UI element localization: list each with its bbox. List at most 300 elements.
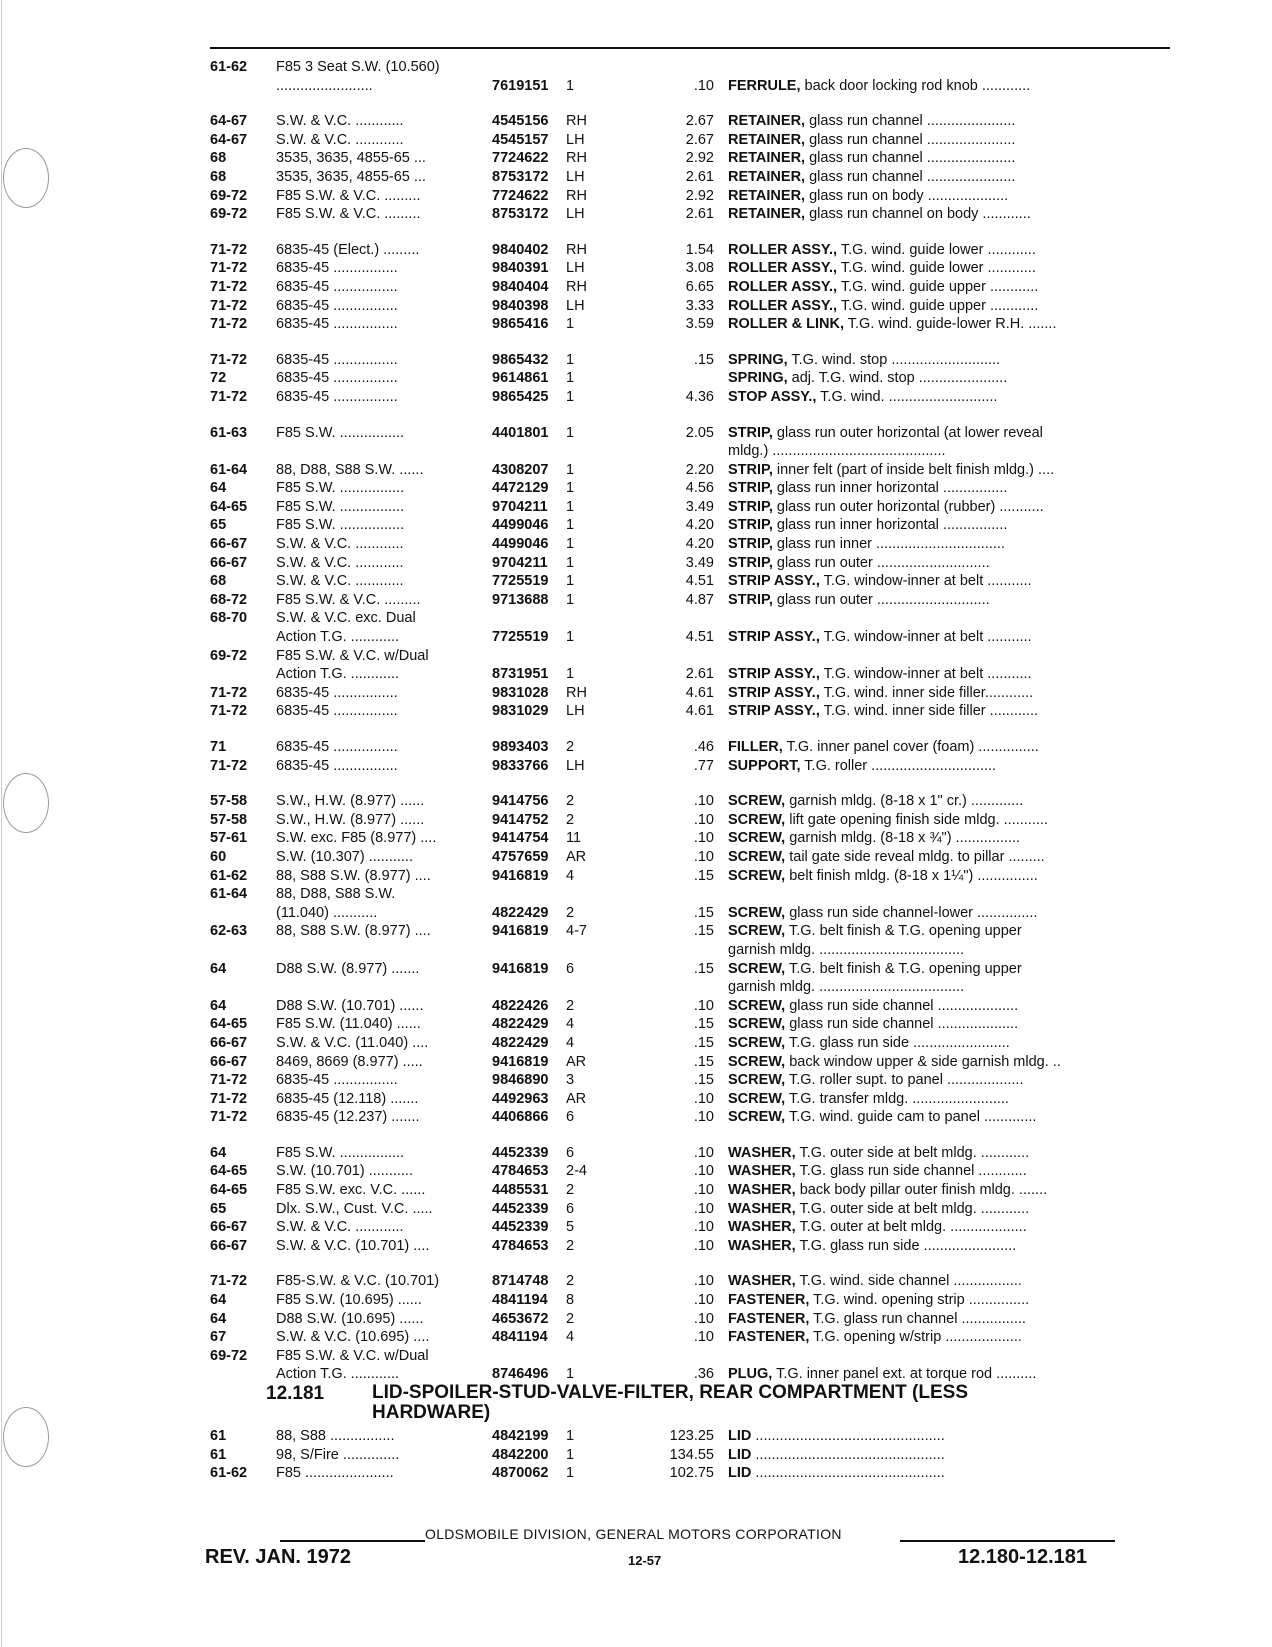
description-cell — [728, 1071, 1024, 1090]
part-row — [210, 1034, 1170, 1053]
price-cell: 4.51 — [685, 573, 714, 590]
price-cell: .15 — [693, 1034, 714, 1051]
part-name: SPRING, — [728, 370, 788, 387]
model-cell: 6835-45 ................ — [276, 388, 398, 405]
model-cell: 6835-45 ................ — [276, 757, 398, 774]
part-description: back window upper & side garnish mldg. .. — [789, 1053, 1061, 1070]
part-number-cell: 9840391 — [492, 260, 549, 277]
part-name: STRIP ASSY., — [728, 703, 820, 720]
description-cell — [728, 1144, 1029, 1163]
quantity-cell: 11 — [566, 830, 582, 847]
part-description: back door locking rod knob ............ — [804, 77, 1031, 94]
quantity-cell: 6 — [566, 1109, 575, 1126]
part-name: STRIP, — [728, 498, 773, 515]
part-name: ROLLER & LINK, — [728, 316, 844, 333]
year-cell: 71-72 — [210, 241, 248, 258]
description-cell — [728, 922, 1022, 941]
footer-rule — [280, 1540, 425, 1542]
part-number-cell: 9840404 — [492, 278, 549, 295]
year-cell: 66-67 — [210, 554, 248, 571]
price-cell: .15 — [693, 1016, 714, 1033]
part-row — [210, 647, 1170, 666]
price-cell: .15 — [693, 351, 714, 368]
description-cell — [728, 1464, 945, 1483]
part-description: T.G. outer side at belt mldg. ............ — [799, 1144, 1030, 1161]
part-number-cell: 9414752 — [492, 811, 549, 828]
price-cell: 4.56 — [685, 480, 714, 497]
year-cell: 66-67 — [210, 1219, 248, 1236]
price-cell: 2.05 — [685, 424, 714, 441]
part-number-cell: 9416819 — [492, 1053, 549, 1070]
part-description: T.G. outer side at belt mldg. ............ — [799, 1200, 1030, 1217]
model-cell: F85 S.W. ................ — [276, 424, 405, 441]
part-number-cell: 4485531 — [492, 1182, 549, 1199]
part-number-cell: 9840398 — [492, 297, 549, 314]
description-cell — [728, 1181, 1047, 1200]
quantity-cell: 2 — [566, 904, 575, 921]
price-cell: .10 — [693, 1182, 714, 1199]
part-name: STRIP, — [728, 591, 773, 608]
quantity-cell: 1 — [566, 536, 575, 553]
part-row — [210, 1181, 1170, 1200]
model-cell: S.W. & V.C. ............ — [276, 573, 404, 590]
part-name: FASTENER, — [728, 1329, 810, 1346]
part-name: SCREW, — [728, 1053, 786, 1070]
model-cell: S.W. exc. F85 (8.977) .... — [276, 830, 437, 847]
part-number-cell: 9865416 — [492, 316, 549, 333]
model-cell: 6835-45 ................ — [276, 297, 398, 314]
year-cell: 71-72 — [210, 316, 248, 333]
year-cell: 68-70 — [210, 610, 248, 627]
part-number-cell: 4401801 — [492, 424, 549, 441]
part-row — [210, 58, 1170, 77]
model-cell: 88, D88, S88 S.W. ...... — [276, 461, 424, 478]
part-name: SCREW, — [728, 867, 786, 884]
quantity-cell: 2 — [566, 997, 575, 1014]
price-cell: .10 — [693, 1163, 714, 1180]
model-cell: 98, S/Fire .............. — [276, 1446, 400, 1463]
part-row — [210, 591, 1170, 610]
part-name: ROLLER ASSY., — [728, 278, 838, 295]
description-cell — [728, 1328, 1022, 1347]
part-row — [210, 1053, 1170, 1072]
part-row — [210, 1015, 1170, 1034]
part-description: glass run side channel .................... — [789, 997, 1019, 1014]
model-cell: F85 S.W. exc. V.C. ...... — [276, 1182, 426, 1199]
quantity-cell: 4 — [566, 1016, 575, 1033]
description-cell — [728, 628, 1032, 647]
part-row — [210, 1071, 1170, 1090]
part-name: SCREW, — [728, 1090, 786, 1107]
part-description: glass run channel on body ............ — [809, 206, 1031, 223]
part-description: T.G. window-inner at belt ........... — [823, 666, 1032, 683]
quantity-cell: 2 — [566, 739, 575, 755]
price-cell: .15 — [693, 1072, 714, 1089]
part-row — [210, 351, 1170, 370]
model-cell: Action T.G. ............ — [276, 629, 400, 646]
price-cell: 2.20 — [685, 461, 714, 478]
price-cell: 102.75 — [669, 1465, 714, 1482]
year-cell: 71 — [210, 739, 227, 755]
footer-corporation: OLDSMOBILE DIVISION, GENERAL MOTORS CORPORATION — [425, 1526, 842, 1542]
part-row — [210, 1328, 1170, 1347]
part-row — [210, 1272, 1170, 1291]
year-cell: 71-72 — [210, 1072, 248, 1089]
part-number-cell: 8714748 — [492, 1273, 549, 1290]
part-row — [210, 516, 1170, 535]
part-description: ............................................... — [755, 1465, 945, 1482]
part-description: garnish mldg. .................................... — [728, 941, 965, 958]
part-number-cell: 9833766 — [492, 757, 549, 774]
description-cell — [728, 1162, 1027, 1181]
quantity-cell: 6 — [566, 960, 575, 977]
year-cell: 64-65 — [210, 1016, 248, 1033]
part-description: garnish mldg. (8-18 x ¾") ................ — [789, 830, 1021, 847]
price-cell: 3.08 — [685, 260, 714, 277]
part-row — [210, 1200, 1170, 1219]
part-description: glass run outer ............................ — [776, 591, 990, 608]
part-row — [210, 278, 1170, 297]
part-number-cell: 7619151 — [492, 77, 549, 94]
description-cell — [728, 297, 1038, 316]
quantity-cell: 1 — [566, 629, 575, 646]
part-row — [210, 960, 1170, 979]
year-cell: 64 — [210, 997, 227, 1014]
part-description: T.G. wind. stop ........................... — [791, 351, 1001, 368]
description-cell — [728, 1237, 1016, 1256]
part-row — [210, 904, 1170, 923]
part-name: FILLER, — [728, 739, 783, 755]
part-description: T.G. inner panel cover (foam) ............... — [786, 739, 1039, 755]
quantity-cell: LH — [566, 297, 585, 314]
model-cell: 6835-45 (12.118) ....... — [276, 1090, 419, 1107]
description-cell — [728, 978, 964, 997]
model-cell: S.W., H.W. (8.977) ...... — [276, 811, 425, 828]
year-cell: 64-67 — [210, 131, 248, 148]
part-number-cell: 4406866 — [492, 1109, 549, 1126]
model-cell: S.W. & V.C. (10.701) .... — [276, 1237, 430, 1254]
part-number-cell: 9831029 — [492, 703, 549, 720]
model-cell: Dlx. S.W., Cust. V.C. ..... — [276, 1200, 433, 1217]
part-description: T.G. belt finish & T.G. opening upper — [788, 960, 1022, 977]
model-cell: F85 S.W. ................ — [276, 1144, 405, 1161]
part-name: STRIP ASSY., — [728, 629, 820, 646]
part-description: mldg.) ........................................... — [728, 443, 946, 460]
model-cell: 6835-45 ................ — [276, 1072, 398, 1089]
part-name: RETAINER, — [728, 131, 806, 148]
quantity-cell: RH — [566, 187, 587, 204]
part-description: T.G. belt finish & T.G. opening upper — [788, 923, 1022, 940]
part-number-cell: 4822429 — [492, 1034, 549, 1051]
description-cell — [728, 757, 996, 776]
part-row — [210, 297, 1170, 316]
model-cell: 6835-45 ................ — [276, 278, 398, 295]
description-cell — [728, 684, 1033, 703]
part-name: RETAINER, — [728, 187, 806, 204]
part-row — [210, 1090, 1170, 1109]
footer-revision: REV. JAN. 1972 — [205, 1546, 352, 1568]
part-name: SCREW, — [728, 1034, 786, 1051]
part-description: T.G. wind. guide cam to panel ............. — [788, 1109, 1037, 1126]
quantity-cell: 1 — [566, 461, 575, 478]
description-cell — [728, 848, 1045, 867]
description-cell — [728, 278, 1038, 297]
footer-section-range: 12.180-12.181 — [958, 1546, 1088, 1568]
year-cell: 64 — [210, 960, 227, 977]
year-cell: 61 — [210, 1428, 227, 1444]
price-cell: .15 — [693, 867, 714, 884]
model-cell: Action T.G. ............ — [276, 1366, 400, 1383]
model-cell: F85-S.W. & V.C. (10.701) — [276, 1273, 440, 1290]
part-number-cell: 4822426 — [492, 997, 549, 1014]
quantity-cell: 6 — [566, 1144, 575, 1161]
year-cell: 64 — [210, 480, 227, 497]
model-cell: 6835-45 ................ — [276, 370, 398, 387]
part-row — [210, 388, 1170, 407]
part-description: T.G. outer at belt mldg. ................... — [799, 1219, 1027, 1236]
part-description: T.G. wind. side channel ................. — [799, 1273, 1022, 1290]
description-cell — [728, 388, 997, 407]
description-cell — [728, 1291, 1029, 1310]
model-cell: S.W. & V.C. ............ — [276, 1219, 404, 1236]
part-row — [210, 572, 1170, 591]
part-number-cell: 4452339 — [492, 1219, 549, 1236]
model-cell: 6835-45 ................ — [276, 703, 398, 720]
model-cell: 8469, 8669 (8.977) ..... — [276, 1053, 423, 1070]
part-name: RETAINER, — [728, 168, 806, 185]
price-cell: 3.59 — [685, 316, 714, 333]
part-name: SCREW, — [728, 1109, 786, 1126]
model-cell: 6835-45 ................ — [276, 739, 398, 755]
punch-hole — [3, 148, 49, 208]
quantity-cell: 2-4 — [566, 1163, 587, 1180]
quantity-cell: 4 — [566, 867, 575, 884]
price-cell: .15 — [693, 923, 714, 940]
part-name: ROLLER ASSY., — [728, 241, 838, 258]
year-cell: 66-67 — [210, 536, 248, 553]
price-cell: .10 — [693, 997, 714, 1014]
quantity-cell: 1 — [566, 1446, 575, 1463]
quantity-cell: AR — [566, 848, 587, 865]
section-parts-list — [210, 1427, 1170, 1483]
part-description: garnish mldg. .................................... — [728, 979, 965, 996]
part-number-cell: 7725519 — [492, 573, 549, 590]
model-cell: S.W. & V.C. exc. Dual — [276, 610, 416, 627]
part-description: T.G. wind. inner side filler............ — [823, 684, 1034, 701]
model-cell: 88, S88 S.W. (8.977) .... — [276, 923, 431, 940]
price-cell: 3.49 — [685, 554, 714, 571]
group-spacer — [210, 95, 1170, 112]
part-row — [210, 1446, 1170, 1465]
part-row — [210, 424, 1170, 443]
part-row — [210, 369, 1170, 388]
part-name: SUPPORT, — [728, 757, 801, 774]
model-cell: 88, S88 S.W. (8.977) .... — [276, 867, 431, 884]
price-cell: .10 — [693, 1310, 714, 1327]
model-cell: F85 S.W. & V.C. w/Dual — [276, 1347, 429, 1364]
model-cell: D88 S.W. (10.695) ...... — [276, 1310, 424, 1327]
description-cell — [728, 498, 1044, 517]
description-cell — [728, 351, 1000, 370]
model-cell: 6835-45 ................ — [276, 684, 398, 701]
part-number-cell: 4545156 — [492, 113, 549, 130]
model-cell: S.W. & V.C. (10.695) .... — [276, 1329, 430, 1346]
part-row — [210, 259, 1170, 278]
quantity-cell: 1 — [566, 388, 575, 405]
part-name: SCREW, — [728, 904, 786, 921]
quantity-cell: 1 — [566, 1366, 575, 1383]
model-cell: F85 S.W. (11.040) ...... — [276, 1016, 421, 1033]
description-cell — [728, 479, 1007, 498]
part-number-cell: 8746496 — [492, 1366, 549, 1383]
year-cell: 66-67 — [210, 1053, 248, 1070]
price-cell: .10 — [693, 1200, 714, 1217]
year-cell: 71-72 — [210, 388, 248, 405]
price-cell: 2.61 — [685, 206, 714, 223]
part-row — [210, 829, 1170, 848]
part-number-cell: 4822429 — [492, 904, 549, 921]
price-cell: .10 — [693, 1090, 714, 1107]
description-cell — [728, 997, 1018, 1016]
model-cell: F85 S.W. & V.C. ......... — [276, 591, 421, 608]
price-cell: 4.36 — [685, 388, 714, 405]
part-row — [210, 997, 1170, 1016]
part-number-cell: 4841194 — [492, 1292, 548, 1309]
description-cell — [728, 112, 1015, 131]
part-name: SCREW, — [728, 793, 786, 810]
model-cell: 6835-45 ................ — [276, 316, 398, 333]
year-cell: 71-72 — [210, 1109, 248, 1126]
year-cell: 68 — [210, 573, 227, 590]
part-name: RETAINER, — [728, 206, 806, 223]
quantity-cell: LH — [566, 206, 585, 223]
description-cell — [728, 369, 1007, 388]
part-number-cell: 4499046 — [492, 536, 549, 553]
part-row — [210, 792, 1170, 811]
part-name: WASHER, — [728, 1237, 796, 1254]
part-name: WASHER, — [728, 1219, 796, 1236]
part-row — [210, 684, 1170, 703]
part-name: SCREW, — [728, 923, 786, 940]
part-row — [210, 922, 1170, 941]
year-cell: 68-72 — [210, 591, 248, 608]
part-number-cell: 4842200 — [492, 1446, 549, 1463]
part-description: T.G. wind. guide lower ............ — [840, 260, 1036, 277]
part-description: T.G. glass run channel ................ — [813, 1310, 1026, 1327]
quantity-cell: RH — [566, 241, 587, 258]
part-number-cell: 9704211 — [492, 498, 548, 515]
quantity-cell: 1 — [566, 370, 575, 387]
part-description: T.G. wind. inner side filler ............ — [823, 703, 1039, 720]
description-cell — [728, 77, 1030, 96]
punch-hole — [3, 1407, 49, 1467]
year-cell: 62-63 — [210, 923, 248, 940]
quantity-cell: AR — [566, 1053, 587, 1070]
model-cell: F85 S.W. & V.C. w/Dual — [276, 647, 429, 664]
description-cell — [728, 424, 1043, 443]
part-name: STRIP, — [728, 480, 773, 497]
part-row — [210, 1218, 1170, 1237]
quantity-cell: 2 — [566, 1182, 575, 1199]
part-name: STRIP ASSY., — [728, 573, 820, 590]
year-cell: 64-65 — [210, 1182, 248, 1199]
model-cell: S.W. & V.C. ............ — [276, 554, 404, 571]
part-number-cell: 9831028 — [492, 684, 549, 701]
part-description: adj. T.G. wind. stop ...................... — [791, 370, 1008, 387]
part-name: FASTENER, — [728, 1310, 810, 1327]
price-cell: .10 — [693, 1219, 714, 1236]
part-row — [210, 1291, 1170, 1310]
part-row — [210, 168, 1170, 187]
quantity-cell: 4-7 — [566, 923, 587, 940]
model-cell: 88, S88 ................ — [276, 1428, 395, 1444]
quantity-cell: 1 — [566, 424, 575, 441]
part-row — [210, 941, 1170, 960]
model-cell: 6835-45 ................ — [276, 351, 398, 368]
part-number-cell: 9865425 — [492, 388, 549, 405]
description-cell — [728, 461, 1054, 480]
part-name: SCREW, — [728, 997, 786, 1014]
part-description: T.G. opening w/strip ................... — [813, 1329, 1022, 1346]
quantity-cell: 1 — [566, 77, 575, 94]
description-cell — [728, 904, 1037, 923]
model-cell: S.W. & V.C. (11.040) .... — [276, 1034, 429, 1051]
year-cell: 64-65 — [210, 1163, 248, 1180]
quantity-cell: 2 — [566, 1237, 575, 1254]
part-description: glass run side channel-lower ............... — [789, 904, 1038, 921]
group-spacer — [210, 1255, 1170, 1272]
description-cell — [728, 149, 1015, 168]
quantity-cell: 1 — [566, 517, 575, 534]
part-number-cell: 9414756 — [492, 793, 549, 810]
part-row — [210, 442, 1170, 461]
part-number-cell: 8753172 — [492, 206, 549, 223]
year-cell: 71-72 — [210, 1090, 248, 1107]
quantity-cell: RH — [566, 278, 587, 295]
year-cell: 64-65 — [210, 498, 248, 515]
footer-rule — [900, 1540, 1115, 1542]
year-cell: 69-72 — [210, 647, 248, 664]
price-cell: .10 — [693, 793, 714, 810]
part-description: inner felt (part of inside belt finish mldg.) .... — [776, 461, 1055, 478]
part-name: SCREW, — [728, 1072, 786, 1089]
description-cell — [728, 591, 990, 610]
price-cell: 4.61 — [685, 703, 714, 720]
part-row — [210, 315, 1170, 334]
part-description: T.G. wind. guide-lower R.H. ....... — [847, 316, 1057, 333]
price-cell: 2.92 — [685, 187, 714, 204]
binder-edge — [1, 0, 2, 1647]
group-spacer — [210, 407, 1170, 424]
part-name: STRIP, — [728, 554, 773, 571]
year-cell: 69-72 — [210, 187, 248, 204]
part-name: STOP ASSY., — [728, 388, 817, 405]
price-cell: 3.49 — [685, 498, 714, 515]
part-row — [210, 498, 1170, 517]
part-row — [210, 665, 1170, 684]
part-number-cell: 4653672 — [492, 1310, 549, 1327]
part-name: WASHER, — [728, 1182, 796, 1199]
description-cell — [728, 187, 1008, 206]
model-cell: F85 S.W. & V.C. ......... — [276, 206, 421, 223]
price-cell: .10 — [693, 848, 714, 865]
price-cell: .10 — [693, 830, 714, 847]
price-cell: 1.54 — [685, 241, 714, 258]
model-cell: S.W. & V.C. ............ — [276, 113, 404, 130]
model-cell: 3535, 3635, 4855-65 ... — [276, 150, 426, 167]
part-row — [210, 978, 1170, 997]
part-number-cell: 9865432 — [492, 351, 549, 368]
